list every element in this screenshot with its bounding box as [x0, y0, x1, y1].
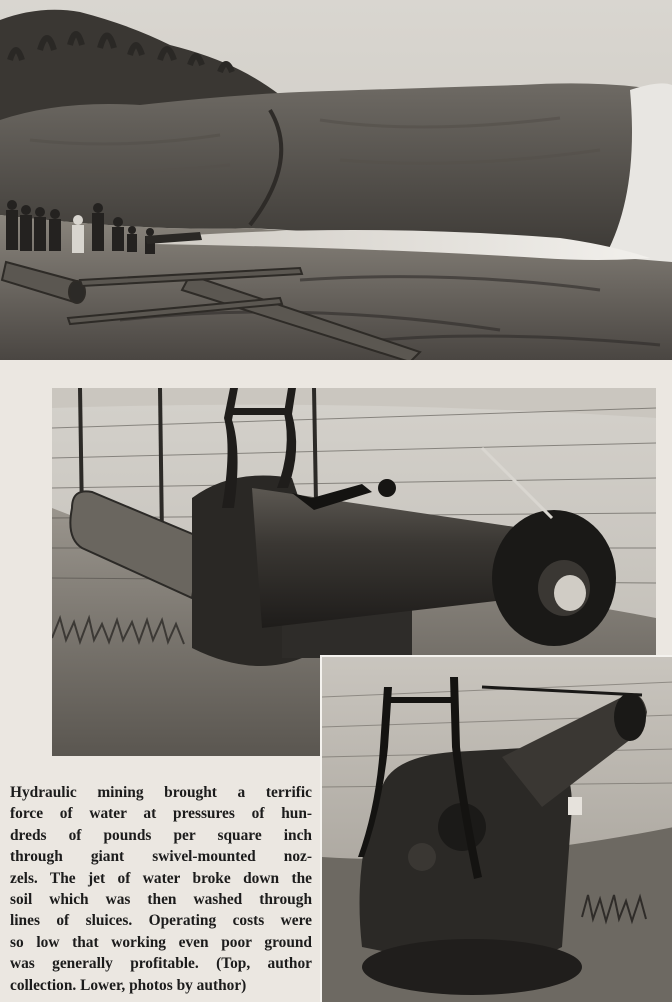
- caption-line: soil which was then washed through: [10, 891, 312, 909]
- hydraulic-mining-photo: [0, 0, 672, 360]
- photo-caption: [10, 782, 312, 996]
- nozzle-closeup-illustration: [322, 657, 672, 1002]
- caption-line: was generally profitable. (Top, author: [10, 955, 312, 973]
- caption-line: through giant swivel-mounted noz-: [10, 848, 312, 866]
- caption-line: lines of sluices. Operating costs were: [10, 912, 312, 930]
- caption-line: zels. The jet of water broke down the: [10, 869, 312, 887]
- caption-line: so low that working even poor ground: [10, 933, 312, 951]
- nozzle-closeup-photo: [320, 655, 672, 1002]
- caption-line: dreds of pounds per square inch: [10, 826, 312, 844]
- caption-line: force of water at pressures of hun-: [10, 805, 312, 823]
- caption-line: collection. Lower, photos by author): [10, 976, 247, 994]
- hydraulic-mining-illustration: [0, 0, 672, 360]
- caption-line: Hydraulic mining brought a terrific: [10, 784, 312, 801]
